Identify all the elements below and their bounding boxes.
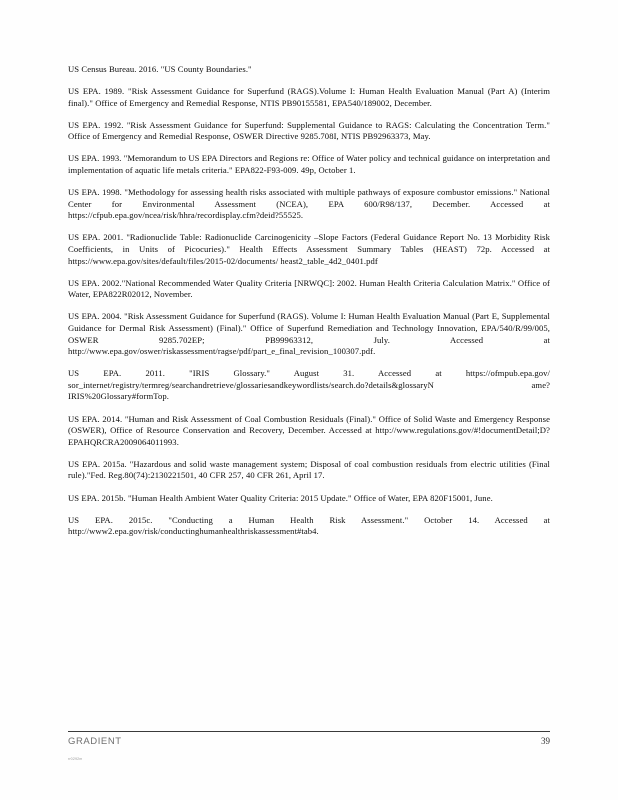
reference-entry: US EPA. 2015c. "Conducting a Human Health Risk Assessment." October 14. Accessed at http://www2.epa.gov/risk/conductinghumanhealthriskassessment#tab4. xyxy=(68,514,550,537)
reference-entry: US EPA. 2002."National Recommended Water Quality Criteria [NRWQC]: 2002. Human Health Criteria Calculation Matrix." Office of Water, EPA822R02012, November. xyxy=(68,277,550,300)
reference-entry: US EPA. 1992. "Risk Assessment Guidance for Superfund: Supplemental Guidance to RAGS: Calculating the Concentration Term." Office of Emergency and Remedial Response, OSWER Directive 9285.708I, NTIS PB92963373, May. xyxy=(68,119,550,142)
reference-entry: US EPA. 1998. "Methodology for assessing health risks associated with multiple pathways of exposure combustor emissions." National Center for Environmental Assessment (NCEA), EPA 600/R98/137, December. Accessed at https://cfpub.epa.gov/ncea/risk/hhra/recordisplay.cfm?deid?55525. xyxy=(68,187,550,221)
reference-entry: US EPA. 2001. "Radionuclide Table: Radionuclide Carcinogenicity –Slope Factors (Federal Guidance Report No. 13 Morbidity Risk Coefficients, in Units of Picocuries)." Health Effects Assessment Summary Tables (HEAST) 72p. Accessed at https://www.epa.gov/sites/default/files/2015-02/documents/ heast2_table_4d2_0401.pdf xyxy=(68,232,550,266)
references-list xyxy=(68,64,550,538)
reference-entry: US EPA. 2011. "IRIS Glossary." August 31. Accessed at https://ofmpub.epa.gov/ sor_internet/registry/termreg/searchandretrieve/glossariesandkeywordlists/search.do?details&glossaryN ame?IRIS%20Glossary#formTop. xyxy=(68,368,550,402)
reference-entry: US EPA. 1989. "Risk Assessment Guidance for Superfund (RAGS).Volume I: Human Health Evaluation Manual (Part A) (Interim final)." Office of Emergency and Remedial Response, NTIS PB90155581, EPA540/189002, December. xyxy=(68,86,550,108)
reference-entry: US EPA. 2014. "Human and Risk Assessment of Coal Combustion Residuals (Final)." Office of Solid Waste and Emergency Response (OSWER), Office of Resource Conservation and Recovery, December. Accessed at http://www.regulations.gov/#!documentDetail;D? EPAHQRCRA2009064011993. xyxy=(68,413,550,447)
brand-logo: GRADIENT xyxy=(68,736,122,747)
page-footer xyxy=(68,736,550,752)
reference-entry: US EPA. 2015b. "Human Health Ambient Water Quality Criteria: 2015 Update." Office of Water, EPA 820F15001, June. xyxy=(68,492,493,503)
page-number: 39 xyxy=(541,736,550,746)
footer-divider xyxy=(68,731,550,732)
reference-entry: US EPA. 1993. "Memorandum to US EPA Directors and Regions re: Office of Water policy and technical guidance on interpretation and implementation of aquatic life metals criteria." EPA822-F93-009. 49p, October 1. xyxy=(68,153,550,176)
reference-entry: US EPA. 2015a. "Hazardous and solid waste management system; Disposal of coal combustion residuals from electric utilities (Final rule)."Fed. Reg.80(74):2130221501, 40 CFR 257, 40 CFR 261, April 17. xyxy=(68,458,550,481)
document-code: rr0292m xyxy=(68,757,83,761)
reference-entry: US EPA. 2004. "Risk Assessment Guidance for Superfund (RAGS). Volume I: Human Health Evaluation Manual (Part E, Supplemental Guidance for Dermal Risk Assessment) (Final)." Office of Superfund Remediation and Technology Innovation, EPA/540/R/99/005, OSWER 9285.702EP; PB99963312, July. Accessed at http://www.epa.gov/oswer/riskassessment/ragse/pdf/part_e_final_revision_100307.pdf. xyxy=(68,311,550,357)
reference-entry: US Census Bureau. 2016. "US County Boundaries." xyxy=(68,64,252,74)
